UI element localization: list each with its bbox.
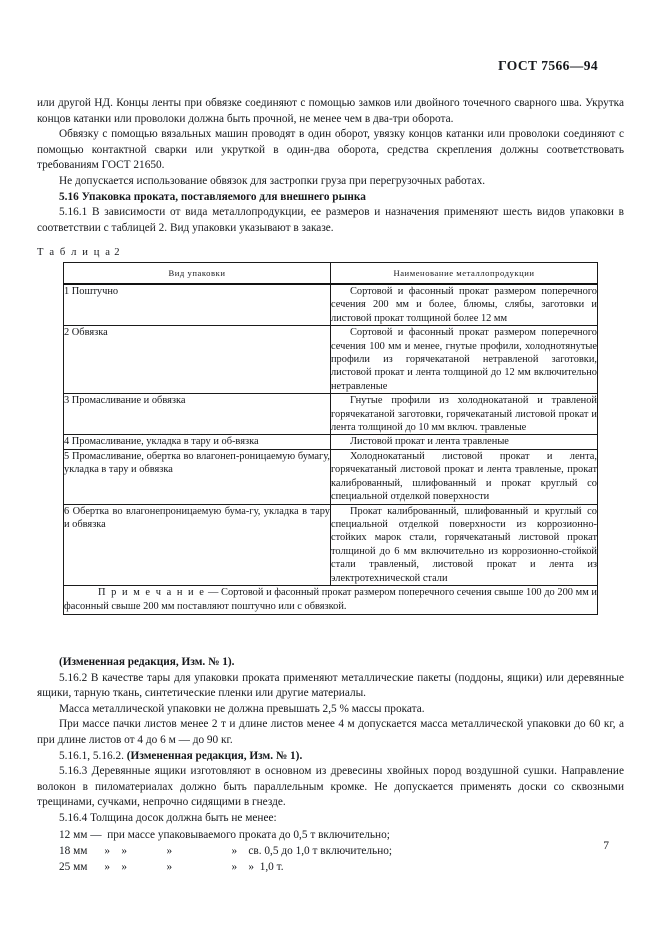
cell-product-name: Прокат калиброванный, шлифованный и круглый со специальной отделкой поверхности из коррозионно-стойких марок стали, горячекатаный листовой прокат толщиной до 6 мм включительно из коррозионно-стойкой стали травленый, листовой прокат и лента из электротехнической стали — [331, 505, 597, 584]
thickness-condition: » » » » св. 0,5 до 1,0 т включительно; — [87, 844, 393, 857]
paragraph-binding-machines: Обвязку с помощью вязальных машин проводят в один оборот, увязку концов катанки или проволоки соединяют с помощью контактной сварки или укруткой в один-два оборота, средства скрепления должны соответствовать требованиям ГОСТ 21650. — [37, 128, 624, 172]
paragraph-continuation: или другой НД. Концы ленты при обвязке соединяют с помощью замков или двойного точечного сварного шва. Укрутка концов катанки или проволоки должна быть прочной, не менее чем в два-три оборота. — [37, 97, 624, 125]
standard-number: ГОСТ 7566—94 — [498, 58, 598, 73]
table-note-row — [64, 585, 598, 614]
table-row — [64, 435, 598, 449]
thickness-size: 18 мм — [59, 844, 88, 857]
table-caption-number: 2 — [111, 247, 120, 258]
cell-product-name: Сортовой и фасонный прокат размером поперечного сечения 200 мм и более, блюмы, слябы, заготовки и листовой прокат толщиной более 12 мм — [331, 286, 597, 324]
revision-note-2-prefix: 5.16.1, 5.16.2. — [59, 749, 127, 762]
cell-product-name: Листовой прокат и лента травленые — [331, 435, 598, 449]
thickness-list-item — [59, 859, 624, 875]
thickness-list-item — [59, 827, 624, 843]
table-body — [64, 284, 598, 614]
cell-packaging-type: 6 Обертка во влагонепроницаемую бума-гу, укладка в тару и обвязка — [64, 504, 331, 585]
packaging-table — [63, 262, 598, 615]
thickness-condition: — при массе упаковываемого проката до 0,5 т включительно; — [87, 828, 390, 841]
thickness-list-item — [59, 843, 624, 859]
paragraph-packaging-mass: Масса металлической упаковки не должна превышать 2,5 % массы проката. — [59, 702, 425, 715]
thickness-condition: » » » » » 1,0 т. — [87, 861, 284, 874]
note-text: — Сортовой и фасонный прокат размером поперечного сечения свыше 100 до 200 мм и фасонный свыше 200 мм поставляют поштучно или с обвязкой. — [64, 586, 597, 612]
cell-packaging-type: 2 Обвязка — [64, 326, 331, 394]
revision-note-2-bold: (Измененная редакция, Изм. № 1). — [126, 749, 303, 762]
paragraph-5-16-4: 5.16.4 Толщина досок должна быть не менее: — [59, 811, 277, 824]
revision-note-1: (Измененная редакция, Изм. № 1). — [59, 656, 235, 668]
table-row — [64, 326, 598, 394]
cell-product-name: Сортовой и фасонный прокат размером поперечного сечения 100 мм и менее, гнутые профили, холоднотянутые профили из горячекатаной нетравленой заготовки, листовой прокат и лента толщиной до 12 мм включительно нетравленые — [331, 327, 597, 392]
table-row — [64, 504, 598, 585]
table-caption-label: Т а б л и ц а — [37, 247, 112, 258]
thickness-size: 25 мм — [59, 861, 88, 874]
intro-section — [37, 96, 624, 236]
cell-product-name: Холоднокатаный листовой прокат и лента, горячекатаный листовой прокат и лента травленые, прокат калиброванный, шлифованный и прокат круглый со специальной отделкой поверхности — [331, 450, 597, 503]
table-caption — [37, 247, 120, 258]
section-heading-5-16: 5.16 Упаковка проката, поставляемого для внешнего рынка — [59, 190, 366, 203]
cell-product-name: Гнутые профили из холоднокатаной и травленой горячекатаной заготовки, горячекатаный листовой прокат и лента толщиной до 10 мм включ. травленые — [331, 395, 597, 434]
paragraph-sheet-pack-mass: При массе пачки листов менее 2 т и длине листов менее 4 м допускается масса металлической упаковки до 60 кг, а при длине листов от 4 до 6 м — до 90 кг. — [37, 718, 624, 746]
column-header-product-name: Наименование металлопродукции — [331, 263, 598, 285]
column-header-packaging-type: Вид упаковки — [64, 263, 331, 285]
table-header-row — [64, 263, 598, 285]
table-head — [64, 263, 598, 285]
page-number: 7 — [603, 840, 609, 852]
thickness-size: 12 мм — [59, 828, 88, 841]
paragraph-5-16-2: 5.16.2 В качестве тары для упаковки проката применяют металлические пакеты (поддоны, ящики) или деревянные ящики, тарную ткань, синтетические пленки или другие материалы. — [37, 671, 624, 700]
cell-packaging-type: 1 Поштучно — [64, 284, 331, 326]
paragraph-5-16-1: 5.16.1 В зависимости от вида металлопродукции, ее размеров и назначения применяют шесть видов упаковки в соответствии с таблицей 2. Вид упаковки указывают в заказе. — [37, 206, 624, 234]
note-label: П р и м е ч а н и е — [98, 586, 206, 598]
thickness-list — [37, 827, 624, 876]
after-table-section — [37, 655, 624, 876]
table-row — [64, 284, 598, 326]
paragraph-5-16-3: 5.16.3 Деревянные ящики изготовляют в основном из древесины хвойных пород воздушной сушки. Направление волокон в пиломатериалах должно быть параллельным кромке. Не допускается применять доски со сквозными трещинами, сучками, непрочно сидящими в гнезде. — [37, 765, 624, 809]
paragraph-no-slinging: Не допускается использование обвязок для застропки груза при перегрузочных работах. — [59, 174, 486, 187]
cell-packaging-type: 3 Промасливание и обвязка — [64, 394, 331, 435]
cell-packaging-type: 5 Промасливание, обертка во влагонеп-роницаемую бумагу, укладка в тару и обвязка — [64, 449, 331, 504]
cell-packaging-type: 4 Промасливание, укладка в тару и об-вязка — [64, 435, 331, 449]
table-row — [64, 449, 598, 504]
revision-note-2 — [37, 749, 624, 765]
table-row — [64, 394, 598, 435]
packaging-table-wrapper — [63, 262, 598, 615]
table-note — [64, 585, 598, 614]
